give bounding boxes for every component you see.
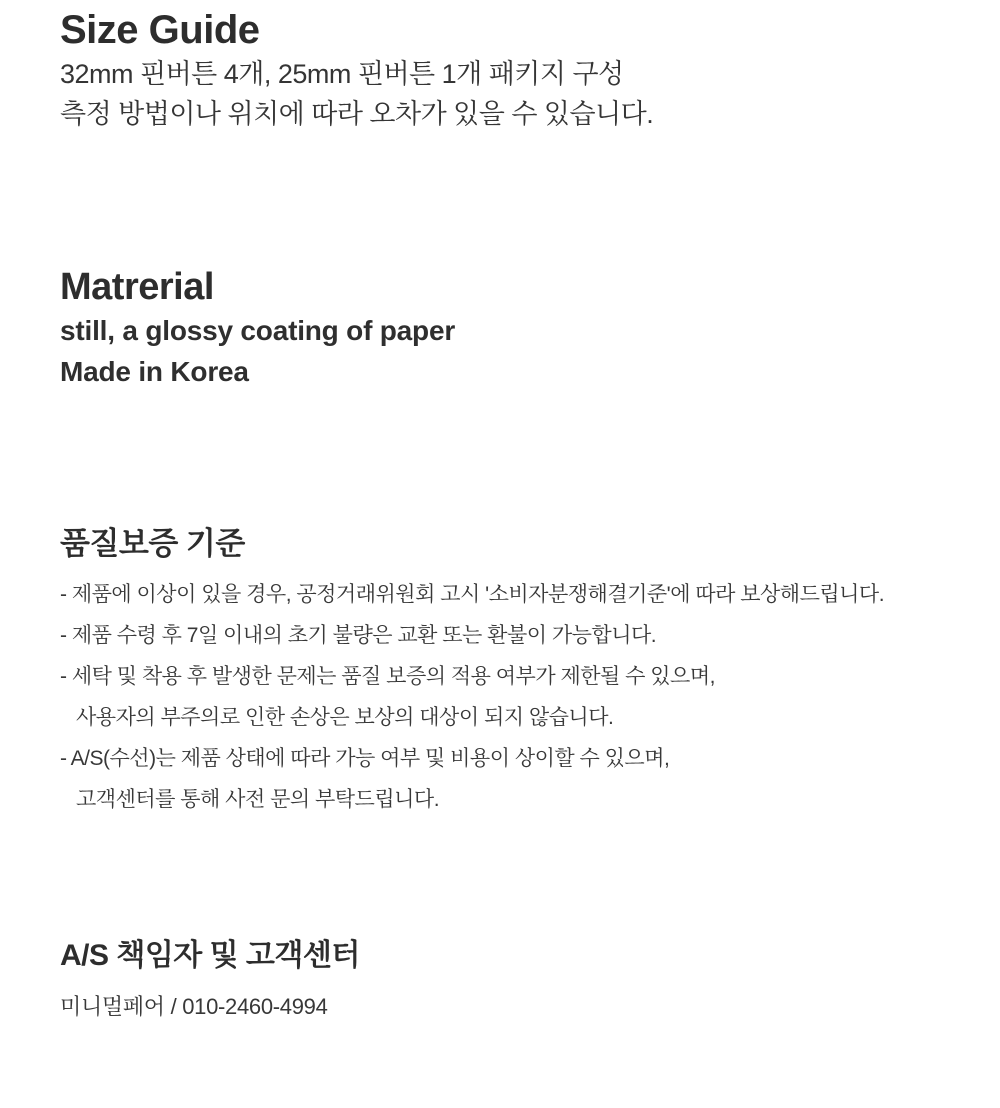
warranty-list [60,574,970,820]
warranty-item-user-negligence: 사용자의 부주의로 인한 손상은 보상의 대상이 되지 않습니다. [76,706,614,729]
material-line-origin: Made in Korea [60,356,249,387]
size-guide-heading: Size Guide [60,8,260,52]
customer-service-contact: 미니멀페어 / 010-2460-4994 [60,994,328,1019]
product-info-page [0,6,1000,1024]
warranty-item-compensation: - 제품에 이상이 있을 경우, 공정거래위원회 고시 '소비자분쟁해결기준'에 따라 보상해드립니다. [60,583,885,606]
warranty-item-exchange-refund: - 제품 수령 후 7일 이내의 초기 불량은 교환 또는 환불이 가능합니다. [60,624,657,647]
warranty-item-as-repair: - A/S(수선)는 제품 상태에 따라 가능 여부 및 비용이 상이할 수 있으며, [60,747,670,770]
material-line-coating: still, a glossy coating of paper [60,315,456,346]
material-heading: Matrerial [60,266,214,308]
warranty-item-wash-wear: - 세탁 및 착용 후 발생한 문제는 품질 보증의 적용 여부가 제한될 수 있으며, [60,665,715,688]
customer-service-heading: A/S 책임자 및 고객센터 [60,939,360,972]
warranty-item-contact-first: 고객센터를 통해 사전 문의 부탁드립니다. [76,788,440,811]
size-guide-line-tolerance: 측정 방법이나 위치에 따라 오차가 있을 수 있습니다. [60,99,654,129]
size-guide-line-package: 32mm 핀버튼 4개, 25mm 핀버튼 1개 패키지 구성 [60,59,624,89]
warranty-heading: 품질보증 기준 [60,526,245,561]
